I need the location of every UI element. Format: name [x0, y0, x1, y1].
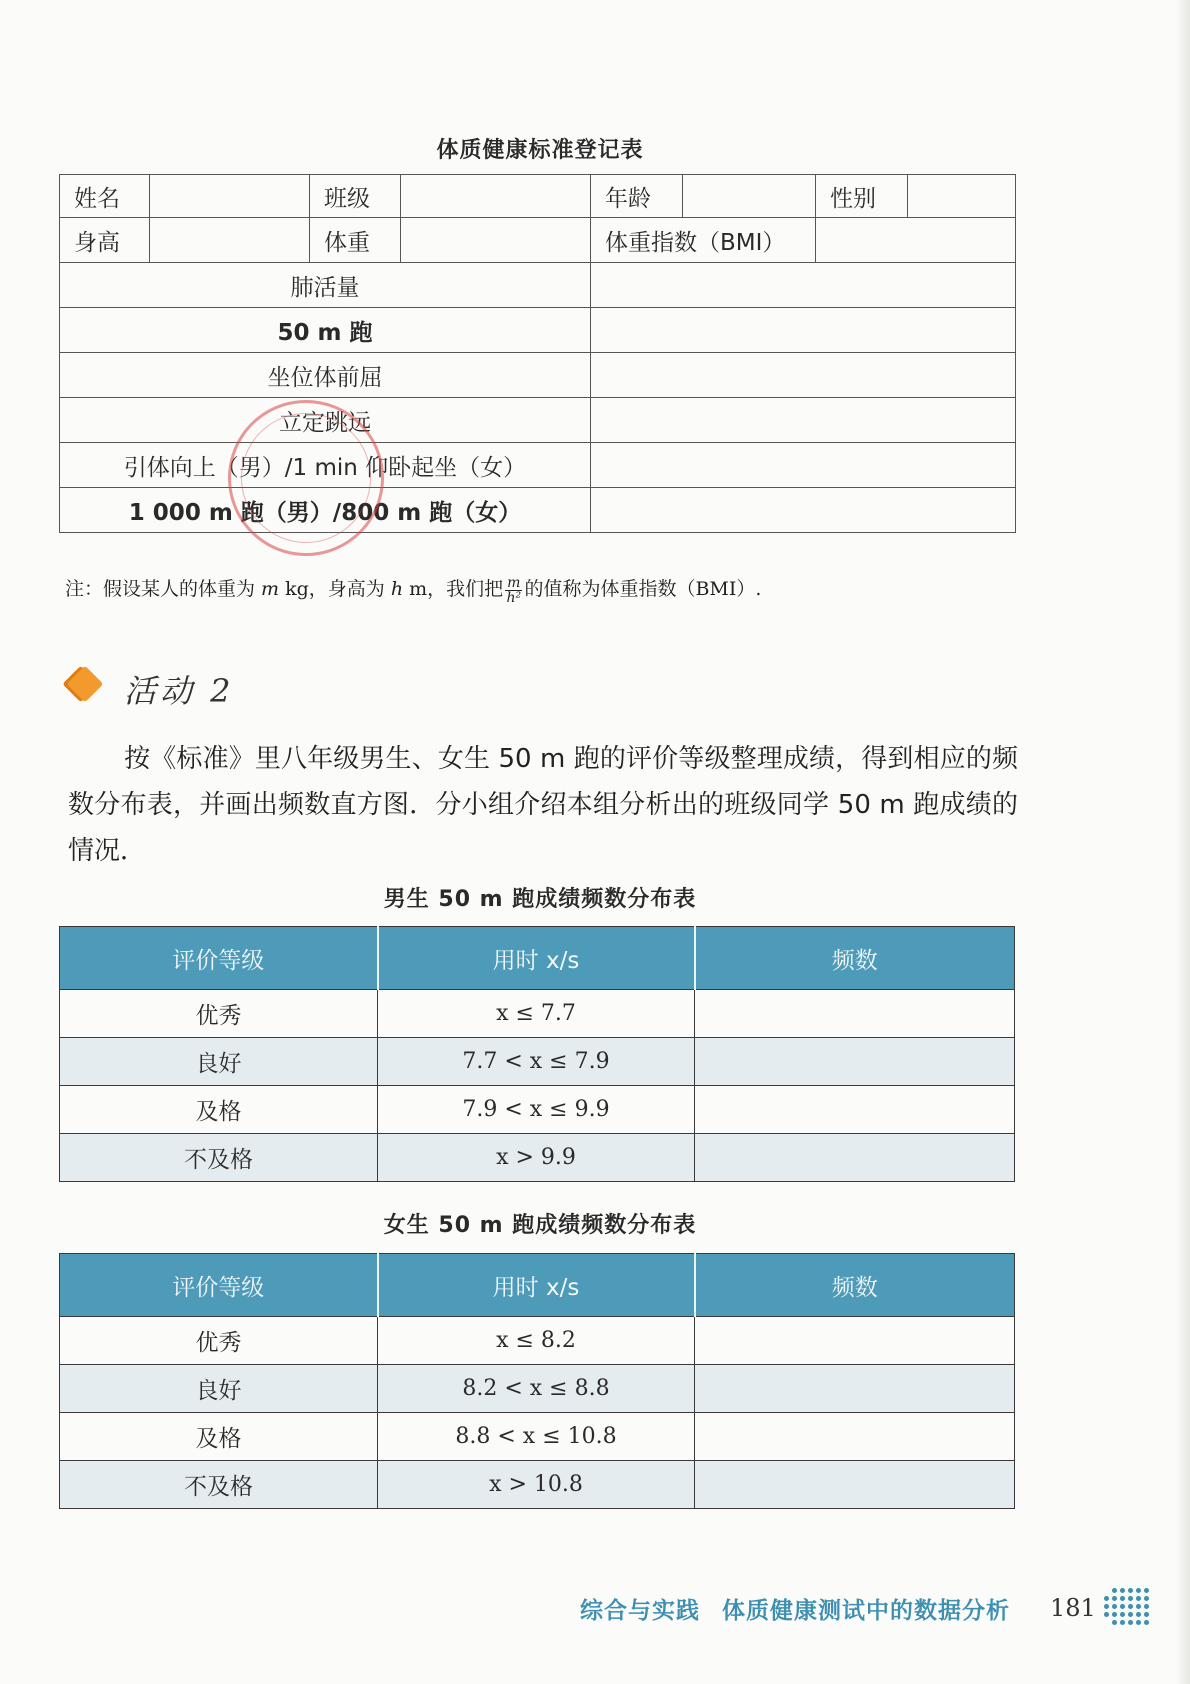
table-row [60, 1134, 1015, 1182]
table-row [60, 1461, 1015, 1509]
range-cell: 8.2 < x ≤ 8.8 [378, 1365, 695, 1413]
frequency-cell[interactable] [695, 1134, 1015, 1182]
table-row [60, 1086, 1015, 1134]
gender-value-cell[interactable] [908, 175, 1016, 218]
header-grade: 评价等级 [60, 927, 378, 990]
name-label: 姓名 [60, 175, 150, 218]
item-value-cell[interactable] [591, 398, 1016, 443]
grade-cell: 及格 [60, 1413, 378, 1461]
dot-grid-icon [1104, 1588, 1154, 1628]
girls-frequency-table [59, 1253, 1015, 1509]
frequency-cell[interactable] [695, 1413, 1015, 1461]
frequency-cell[interactable] [695, 1317, 1015, 1365]
activity-heading [64, 666, 235, 712]
header-time: 用时 x/s [378, 1254, 695, 1317]
activity-paragraph: 按《标准》里八年级男生、女生 50 m 跑的评价等级整理成绩，得到相应的频数分布表，并画出频数直方图．分小组介绍本组分析出的班级同学 50 m 跑成绩的情况． [68, 744, 1018, 866]
range-cell: x ≤ 8.2 [378, 1317, 695, 1365]
item-label: 肺活量 [60, 263, 591, 308]
footer-title: 体质健康测试中的数据分析 [722, 1597, 1010, 1624]
weight-value-cell[interactable] [401, 218, 591, 263]
height-value-cell[interactable] [150, 218, 310, 263]
weight-label: 体重 [310, 218, 401, 263]
range-cell: x > 10.8 [378, 1461, 695, 1509]
range-cell: x > 9.9 [378, 1134, 695, 1182]
item-value-cell[interactable] [591, 353, 1016, 398]
frequency-cell[interactable] [695, 1038, 1015, 1086]
frequency-cell[interactable] [695, 1365, 1015, 1413]
range-cell: 8.8 < x ≤ 10.8 [378, 1413, 695, 1461]
frequency-cell[interactable] [695, 1461, 1015, 1509]
item-label: 1 000 m 跑（男）/800 m 跑（女） [60, 488, 591, 533]
boys-table-caption: 男生 50 m 跑成绩频数分布表 [383, 887, 697, 912]
header-frequency: 频数 [695, 927, 1015, 990]
table-header-row [60, 1254, 1015, 1317]
item-value-cell[interactable] [591, 263, 1016, 308]
age-value-cell[interactable] [683, 175, 816, 218]
bmi-value-cell[interactable] [816, 218, 1016, 263]
page-number: 181 [1050, 1594, 1096, 1622]
grade-cell: 良好 [60, 1038, 378, 1086]
range-cell: 7.7 < x ≤ 7.9 [378, 1038, 695, 1086]
page-edge-shadow [1176, 0, 1190, 1684]
grade-cell: 不及格 [60, 1134, 378, 1182]
item-label: 50 m 跑 [60, 308, 591, 353]
registration-item-row [60, 488, 1016, 533]
table-row [60, 1317, 1015, 1365]
table-row [60, 1365, 1015, 1413]
registration-item-row [60, 353, 1016, 398]
class-value-cell[interactable] [401, 175, 591, 218]
registration-item-row [60, 263, 1016, 308]
header-time: 用时 x/s [378, 927, 695, 990]
footer-section: 综合与实践 [580, 1597, 700, 1624]
registration-row-2 [60, 218, 1016, 263]
height-label: 身高 [60, 218, 150, 263]
grade-cell: 优秀 [60, 1317, 378, 1365]
bmi-fraction: $\frac{m}{\text{h²}}$ [506, 574, 522, 606]
girls-table-caption: 女生 50 m 跑成绩频数分布表 [383, 1213, 697, 1238]
table-row [60, 990, 1015, 1038]
item-label: 立定跳远 [60, 398, 591, 443]
table-row [60, 1413, 1015, 1461]
item-value-cell[interactable] [591, 308, 1016, 353]
registration-row-1 [60, 175, 1016, 218]
table-header-row [60, 927, 1015, 990]
bmi-note: 注：假设某人的体重为 m kg，身高为 h m，我们把 $\frac{m}{\text{h²}}$ 的值称为体重指数（BMI）. [65, 574, 762, 606]
range-cell: x ≤ 7.7 [378, 990, 695, 1038]
orange-diamond-icon [64, 669, 104, 709]
class-label: 班级 [310, 175, 401, 218]
table-row [60, 1038, 1015, 1086]
header-grade: 评价等级 [60, 1254, 378, 1317]
age-label: 年龄 [591, 175, 683, 218]
header-frequency: 频数 [695, 1254, 1015, 1317]
gender-label: 性别 [816, 175, 908, 218]
grade-cell: 优秀 [60, 990, 378, 1038]
range-cell: 7.9 < x ≤ 9.9 [378, 1086, 695, 1134]
bmi-label: 体重指数（BMI） [591, 218, 816, 263]
grade-cell: 及格 [60, 1086, 378, 1134]
frequency-cell[interactable] [695, 990, 1015, 1038]
registration-table-caption: 体质健康标准登记表 [436, 138, 644, 163]
registration-table [59, 174, 1016, 533]
registration-item-row [60, 443, 1016, 488]
frequency-cell[interactable] [695, 1086, 1015, 1134]
page-footer [580, 1588, 1154, 1628]
registration-item-row [60, 308, 1016, 353]
activity-title: 活动 2 [124, 672, 235, 710]
registration-item-row [60, 398, 1016, 443]
item-label: 坐位体前屈 [60, 353, 591, 398]
grade-cell: 良好 [60, 1365, 378, 1413]
boys-frequency-table [59, 926, 1015, 1182]
item-value-cell[interactable] [591, 443, 1016, 488]
grade-cell: 不及格 [60, 1461, 378, 1509]
item-label: 引体向上（男）/1 min 仰卧起坐（女） [60, 443, 591, 488]
item-value-cell[interactable] [591, 488, 1016, 533]
name-value-cell[interactable] [150, 175, 310, 218]
